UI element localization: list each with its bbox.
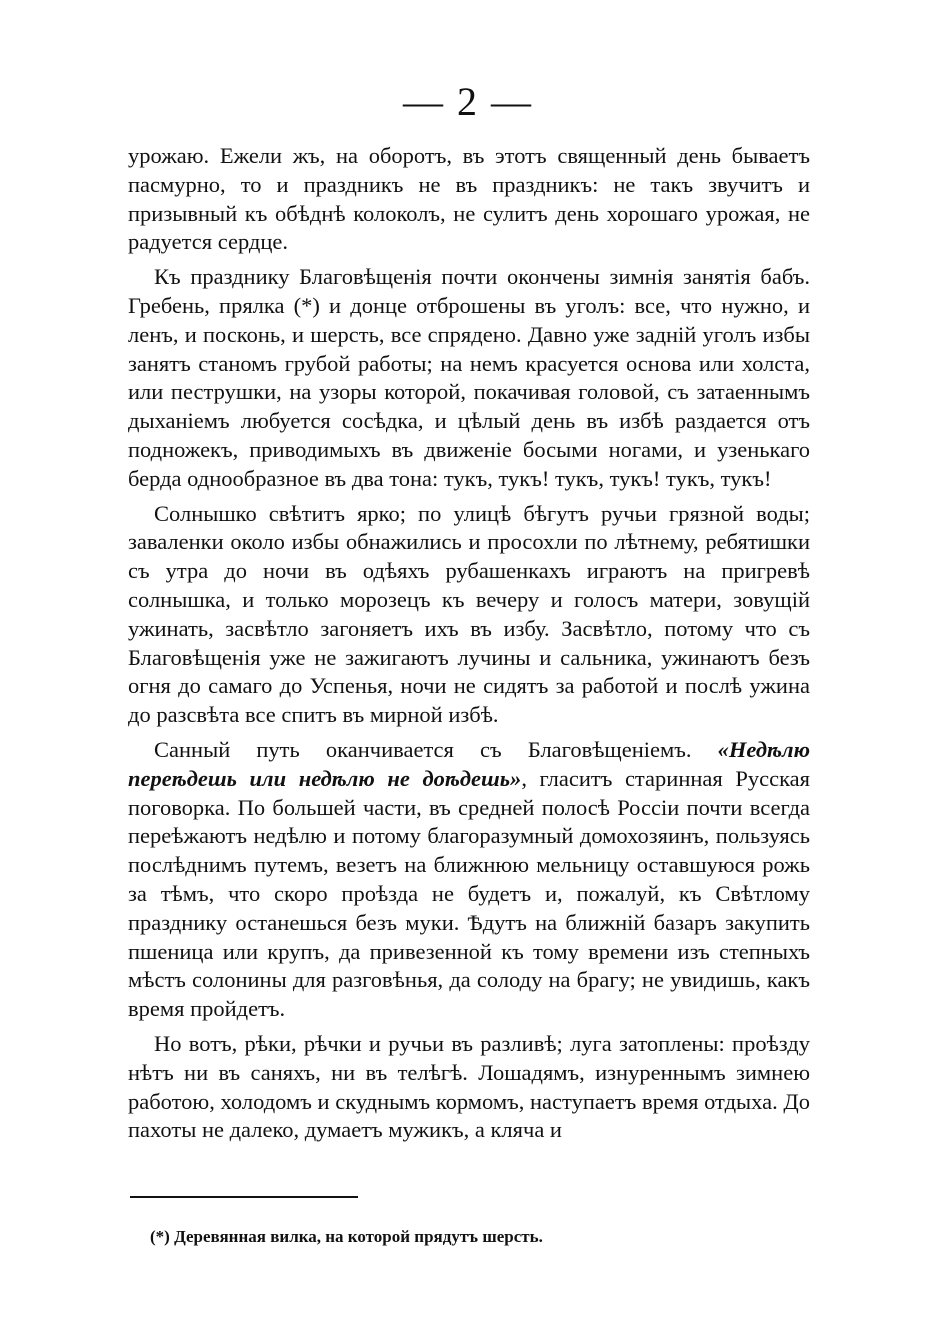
paragraph-4-lead: Санный путь оканчивается съ Благовѣщеніемъ. bbox=[154, 736, 718, 762]
footnote: (*) Деревянная вилка, на которой прядутъ шерсть. bbox=[150, 1227, 543, 1246]
paragraph-2: Къ празднику Благовѣщенія почти окончены зимнія занятія бабъ. Гребень, прялка (*) и донце отброшены въ уголъ: все, что нужно, и ленъ, и посконь, и шерсть, все спрядено. Давно уже задній уголъ избы занятъ станомъ грубой работы; на немъ красуется основа или холста, или пеструшки, на узоры которой, покачивая головой, съ затаеннымъ дыханіемъ любуется сосѣдка, и цѣлый день въ избѣ раздается отъ подножекъ, приводимыхъ въ движеніе босыми ногами, и узенькаго берда однообразное въ два тона: тукъ, тукъ! тукъ, тукъ! тукъ, тукъ! bbox=[128, 264, 810, 491]
page-number: — 2 — bbox=[403, 79, 533, 124]
proverb-quote: «Недѣлю переѣдешь или недѣлю не доѣдешь» bbox=[128, 736, 810, 791]
paragraph-4-rest: , гласитъ старинная Русская поговорка. По большей части, въ средней полосѣ Россіи почти всегда переѣжаютъ недѣлю и потому благоразумный домохозяинъ, пользуясь послѣднимъ путемъ, везетъ на ближнюю мельницу оставшуюся рожь за тѣмъ, что скоро проѣзда не будетъ и, пожалуй, къ Свѣтлому празднику останешься безъ муки. Ѣдутъ на ближній базаръ закупить пшеница или крупъ, да привезенной къ тому времени изъ степныхъ мѣстъ солонины для разговѣнья, да солоду на брагу; не увидишь, какъ время пройдетъ. bbox=[128, 765, 811, 1022]
paragraph-3: Солнышко свѣтитъ ярко; по улицѣ бѣгутъ ручьи грязной воды; заваленки около избы обнажились и просохли по лѣтнему, ребятишки съ утра до ночи въ одѣяхъ рубашенкахъ играютъ на пригревѣ солнышка, и только морозецъ къ вечеру и голосъ матери, зовущій ужинать, засвѣтло загоняетъ ихъ въ избу. Засвѣтло, потому что съ Благовѣщенія уже не зажигаютъ лучины и сальника, ужинаютъ безъ огня до самаго до Успенья, ночи не сидятъ за работой и послѣ ужина до разсвѣта все спитъ въ мирной избѣ. bbox=[128, 500, 810, 728]
paragraph-1: урожаю. Ежели жъ, на оборотъ, въ этотъ священный день бываетъ пасмурно, то и праздникъ не въ праздникъ: не такъ звучитъ и призывный къ обѣднѣ колоколъ, не сулитъ день хорошаго урожая, не радуется сердце. bbox=[128, 143, 810, 255]
paragraph-4 bbox=[128, 736, 810, 1024]
paragraph-5: Но вотъ, рѣки, рѣчки и ручьи въ разливѣ; луга затоплены: проѣзду нѣтъ ни въ саняхъ, ни въ телѣгѣ. Лошадямъ, изнуреннымъ зимнею работою, холодомъ и скуднымъ кормомъ, наступаетъ время отдыха. До пахоты не далеко, думаетъ мужикъ, а кляча и bbox=[128, 1030, 810, 1143]
body-text bbox=[128, 142, 810, 1151]
footnote-divider bbox=[130, 1196, 358, 1198]
